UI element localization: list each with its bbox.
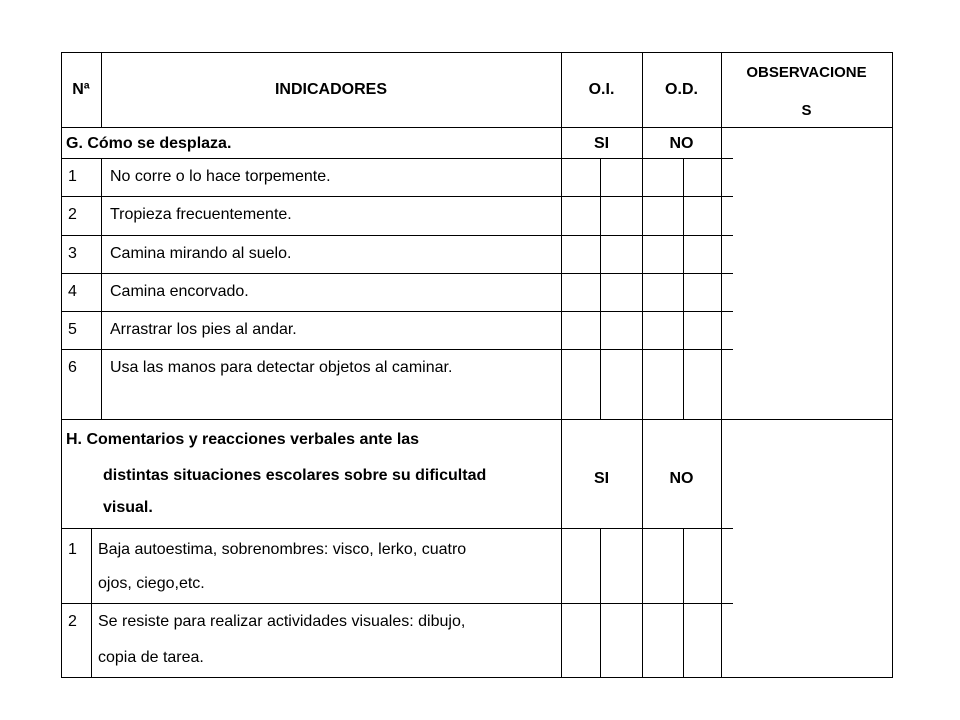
header-observations-line1: OBSERVACIONE: [746, 64, 867, 81]
row-g6-text: Usa las manos para detectar objetos al caminar.: [110, 359, 453, 376]
section-g-title: G. Cómo se desplaza.: [66, 135, 232, 152]
od-split-line-h: [683, 528, 684, 678]
row-g2-num: 2: [68, 206, 77, 223]
table-border-left: [61, 52, 62, 678]
row-h2-num: 2: [68, 613, 77, 630]
table-border-bottom: [61, 677, 893, 678]
od-split-line-g: [683, 158, 684, 419]
row-g2-text: Tropieza frecuentemente.: [110, 206, 292, 223]
row-g1-num: 1: [68, 168, 77, 185]
row-h1-text-line2: ojos, ciego,etc.: [98, 575, 205, 592]
table-border-right: [892, 52, 893, 678]
row-g6-num: 6: [68, 359, 77, 376]
row-g1-text: No corre o lo hace torpemente.: [110, 168, 331, 185]
section-g-title-line: [61, 158, 733, 159]
header-od: O.D.: [665, 81, 698, 98]
section-h-yes: SI: [593, 470, 610, 487]
header-num: Nª: [72, 81, 90, 98]
row-g1-line: [61, 196, 733, 197]
section-g-bottom-line: [61, 419, 893, 420]
oi-split-line-h: [600, 528, 601, 678]
row-g4-line: [61, 311, 733, 312]
row-h1-text-line1: Baja autoestima, sobrenombres: visco, lerko, cuatro: [98, 541, 467, 558]
table-border-top: [61, 52, 893, 53]
row-h2-text-line1: Se resiste para realizar actividades visuales: dibujo,: [98, 613, 466, 630]
row-h1-num: 1: [68, 541, 77, 558]
row-g2-line: [61, 235, 733, 236]
row-g5-line: [61, 349, 733, 350]
row-h2-text-line2: copia de tarea.: [98, 649, 204, 666]
num-col-line-h-rows: [91, 528, 92, 678]
row-g3-line: [61, 273, 733, 274]
row-g3-num: 3: [68, 245, 77, 262]
oi-split-line-g: [600, 158, 601, 419]
header-observations-line2: S: [801, 102, 812, 119]
row-g4-num: 4: [68, 283, 77, 300]
obs-col-line: [721, 52, 722, 678]
section-g-yes: SI: [593, 135, 610, 152]
section-h-title-line2: distintas situaciones escolares sobre su dificultad: [103, 467, 487, 484]
row-g5-num: 5: [68, 321, 77, 338]
header-oi: O.I.: [588, 81, 615, 98]
section-h-title-line3: visual.: [103, 499, 153, 516]
section-h-title-line1: H. Comentarios y reacciones verbales ante las: [66, 431, 420, 448]
section-h-no: NO: [669, 470, 694, 487]
row-g3-text: Camina mirando al suelo.: [110, 245, 292, 262]
row-g4-text: Camina encorvado.: [110, 283, 249, 300]
header-bottom-line: [61, 127, 893, 128]
row-g5-text: Arrastrar los pies al andar.: [110, 321, 297, 338]
header-indicators: INDICADORES: [274, 81, 387, 98]
section-g-no: NO: [669, 135, 694, 152]
section-h-title-line: [61, 528, 733, 529]
row-h1-line: [61, 603, 733, 604]
num-col-line-g-rows: [101, 158, 102, 419]
